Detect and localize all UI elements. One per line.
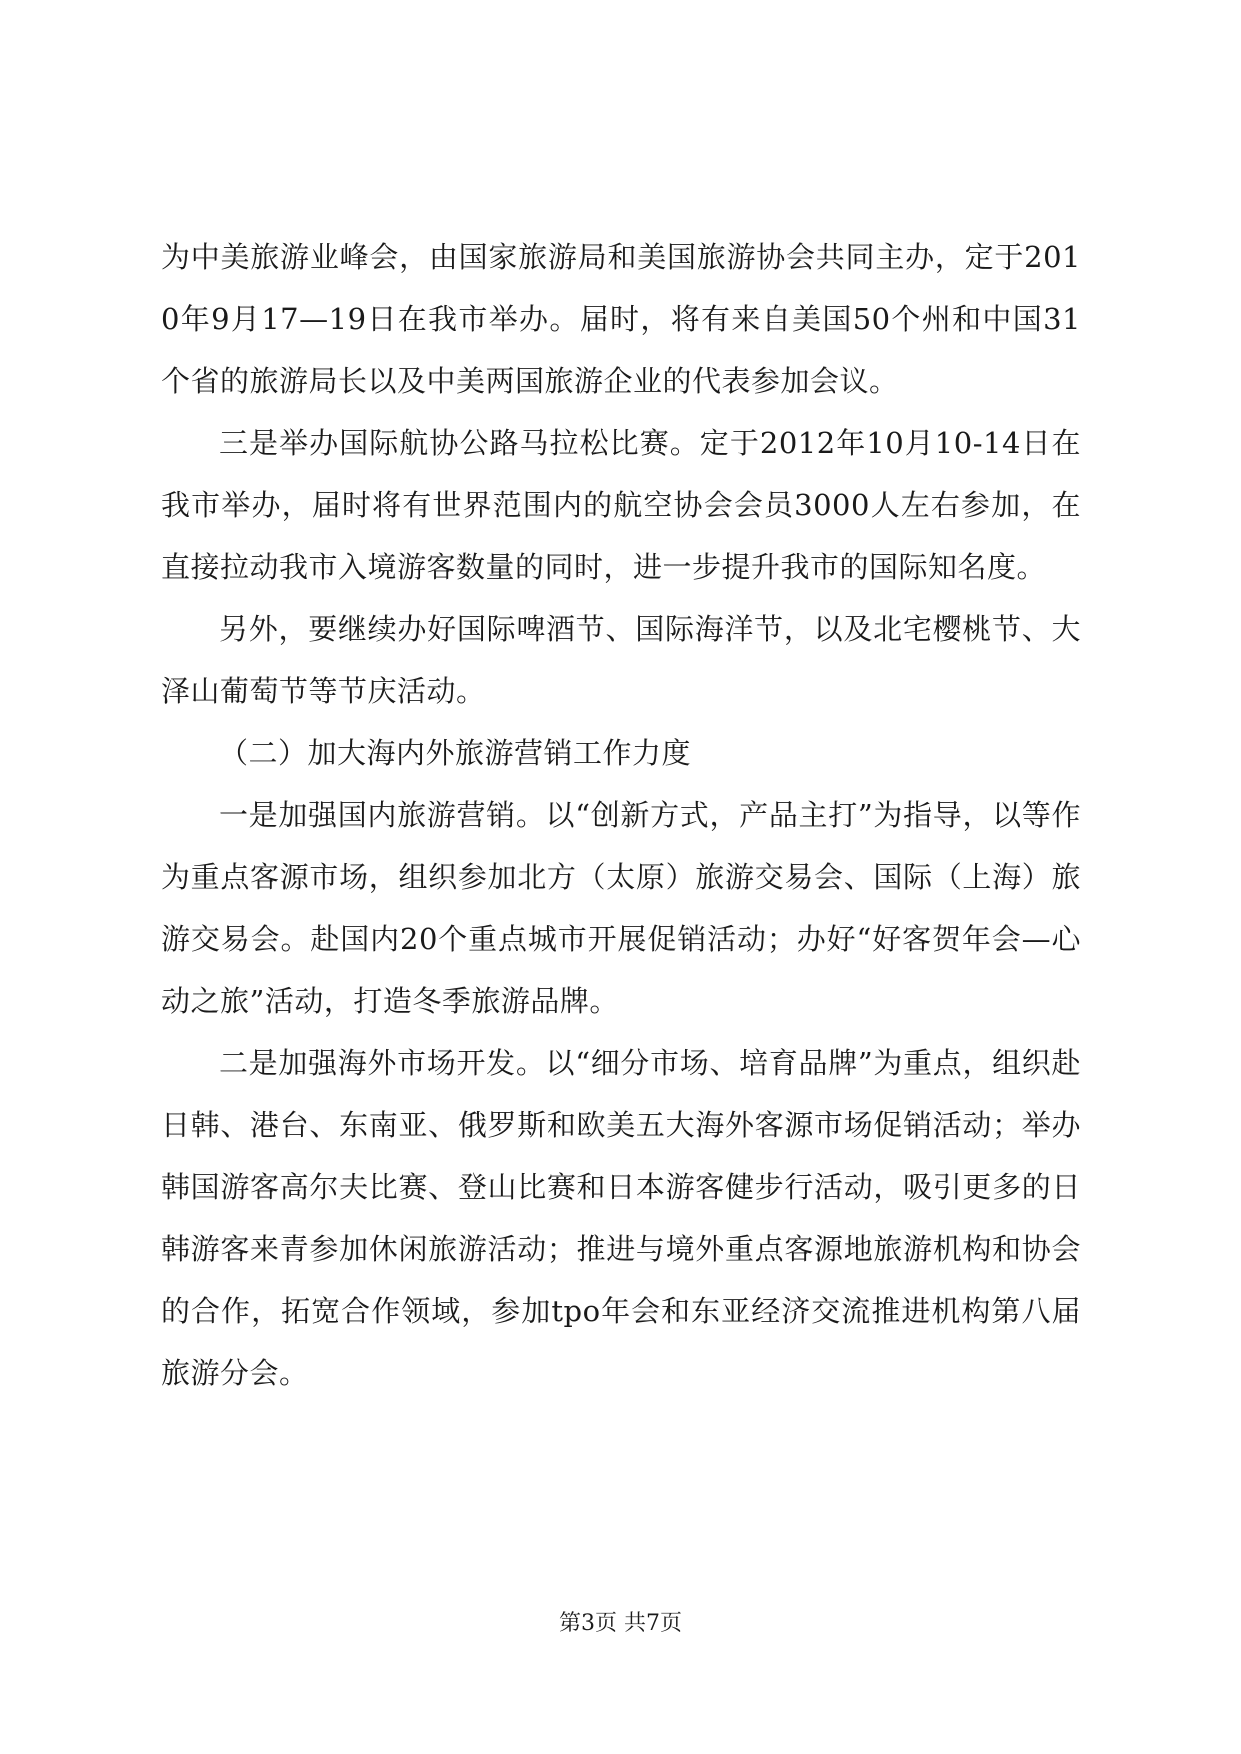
document-body — [161, 226, 1081, 1404]
paragraph-domestic-marketing: 一是加强国内旅游营销。以“创新方式，产品主打”为指导，以等作为重点客源市场，组织参加北方（太原）旅游交易会、国际（上海）旅游交易会。赴国内20个重点城市开展促销活动；办好“好客贺年会—心动之旅”活动，打造冬季旅游品牌。 — [161, 798, 1081, 1018]
page-footer — [0, 1609, 1241, 1639]
paragraph-summit-intro: 为中美旅游业峰会，由国家旅游局和美国旅游协会共同主办，定于2010年9月17—19日在我市举办。届时，将有来自美国50个州和中国31个省的旅游局长以及中美两国旅游企业的代表参加会议。 — [161, 240, 1081, 398]
paragraph-marathon: 三是举办国际航协公路马拉松比赛。定于2012年10月10-14日在我市举办，届时将有世界范围内的航空协会会员3000人左右参加，在直接拉动我市入境游客数量的同时，进一步提升我市的国际知名度。 — [161, 426, 1081, 584]
paragraph-festivals: 另外，要继续办好国际啤酒节、国际海洋节，以及北宅樱桃节、大泽山葡萄节等节庆活动。 — [161, 612, 1081, 708]
page-number-label: 第3页 共7页 — [559, 1611, 682, 1636]
section-heading-marketing: （二）加大海内外旅游营销工作力度 — [219, 736, 692, 770]
paragraph-overseas-market: 二是加强海外市场开发。以“细分市场、培育品牌”为重点，组织赴日韩、港台、东南亚、俄罗斯和欧美五大海外客源市场促销活动；举办韩国游客高尔夫比赛、登山比赛和日本游客健步行活动，吸引更多的日韩游客来青参加休闲旅游活动；推进与境外重点客源地旅游机构和协会的合作，拓宽合作领域，参加tpo年会和东亚经济交流推进机构第八届旅游分会。 — [161, 1046, 1081, 1390]
